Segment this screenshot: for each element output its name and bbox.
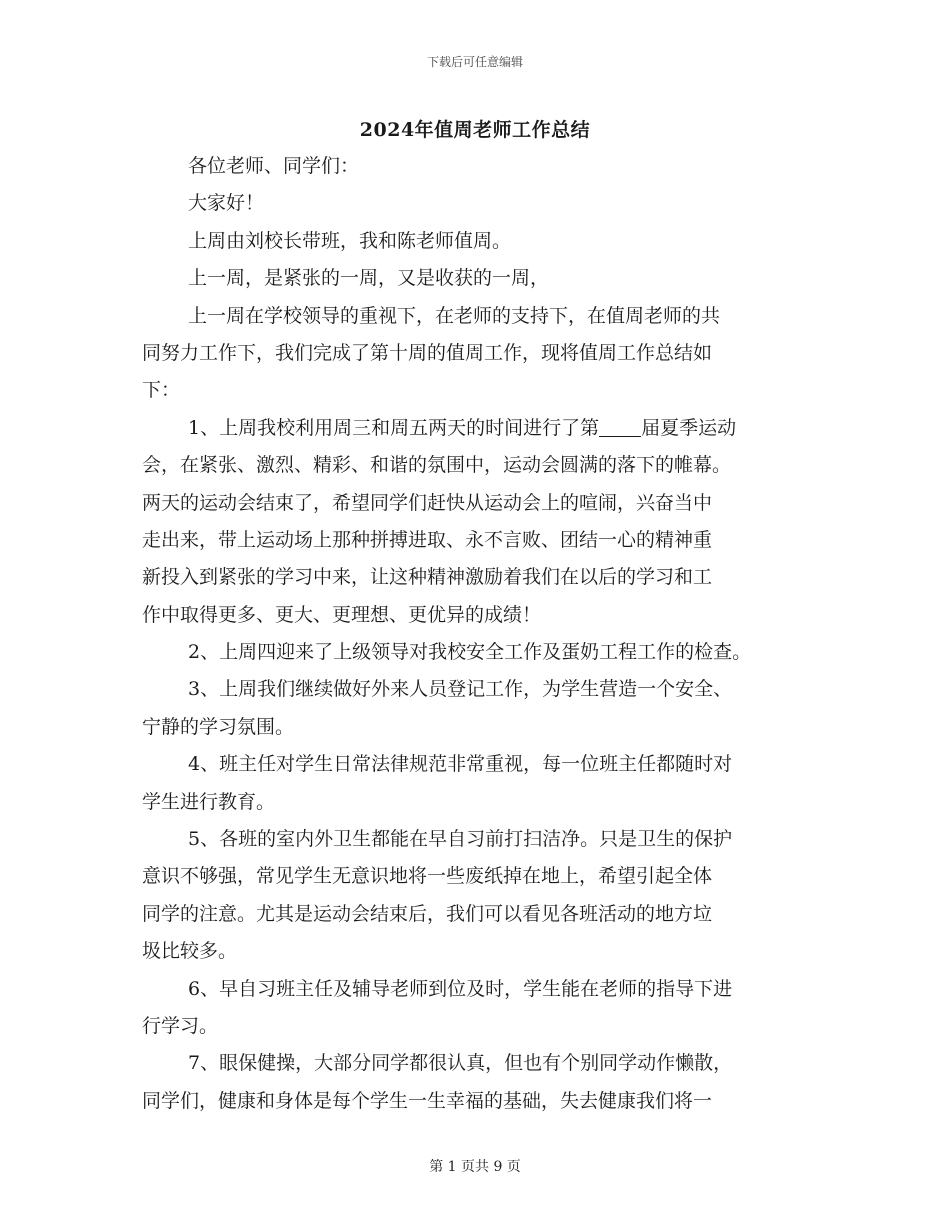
paragraph-line: 会，在紧张、激烈、精彩、和谐的氛围中，运动会圆满的落下的帷幕。 — [142, 454, 732, 477]
paragraph-line: 行学习。 — [142, 1014, 219, 1037]
paragraph-line: 同努力工作下，我们完成了第十周的值周工作，现将值周工作总结如 — [142, 341, 713, 364]
paragraph-line: 5、各班的室内外卫生都能在早自习前打扫洁净。只是卫生的保护 — [188, 828, 733, 851]
line-text: 1、上周我校利用周三和周五两天的时间进行了第 — [188, 416, 600, 439]
paragraph-line: 7、眼保健操，大部分同学都很认真，但也有个别同学动作懒散， — [188, 1052, 733, 1075]
paragraph-line: 同学们，健康和身体是每个学生一生幸福的基础，失去健康我们将一 — [142, 1089, 713, 1112]
paragraph-line: 学生进行教育。 — [142, 790, 276, 813]
page-number-footer: 第 1 页共 9 页 — [429, 1159, 521, 1175]
paragraph-line: 上周由刘校长带班，我和陈老师值周。 — [188, 229, 512, 252]
paragraph-line: 走出来，带上运动场上那种拼搏进取、永不言败、团结一心的精神重 — [142, 528, 713, 551]
paragraph-line: 作中取得更多、更大、更理想、更优异的成绩！ — [142, 603, 542, 626]
paragraph-line: 上一周在学校领导的重视下，在老师的支持下，在值周老师的共 — [188, 304, 721, 327]
paragraph-line: 6、早自习班主任及辅导老师到位及时，学生能在老师的指导下进 — [188, 977, 733, 1000]
paragraph-line: 圾比较多。 — [142, 940, 238, 963]
document-body — [142, 148, 822, 1120]
paragraph-line: 下： — [142, 379, 181, 402]
paragraph-line: 4、班主任对学生日常法律规范非常重视，每一位班主任都随时对 — [188, 753, 733, 776]
paragraph-line: 上一周，是紧张的一周，又是收获的一周， — [188, 267, 550, 290]
paragraph-line: 大家好！ — [188, 192, 265, 215]
paragraph-line: 2、上周四迎来了上级领导对我校安全工作及蛋奶工程工作的检查。 — [188, 641, 752, 664]
paragraph-line — [142, 410, 822, 447]
paragraph-line: 3、上周我们继续做好外来人员登记工作，为学生营造一个安全、 — [188, 678, 733, 701]
paragraph-line: 两天的运动会结束了，希望同学们赶快从运动会上的喧闹，兴奋当中 — [142, 491, 713, 514]
paragraph-line: 同学的注意。尤其是运动会结束后，我们可以看见各班活动的地方垃 — [142, 902, 713, 925]
document-title: 2024年值周老师工作总结 — [359, 119, 591, 141]
paragraph-line: 各位老师、同学们： — [188, 155, 360, 177]
paragraph-line: 新投入到紧张的学习中来，让这种精神激励着我们在以后的学习和工 — [142, 566, 713, 589]
line-text: 届夏季运动 — [641, 416, 737, 439]
fill-in-blank — [599, 417, 641, 437]
page-header-note: 下载后可任意编辑 — [426, 55, 523, 69]
paragraph-line: 宁静的学习氛围。 — [142, 715, 295, 738]
paragraph-line: 意识不够强，常见学生无意识地将一些废纸掉在地上，希望引起全体 — [142, 865, 713, 888]
